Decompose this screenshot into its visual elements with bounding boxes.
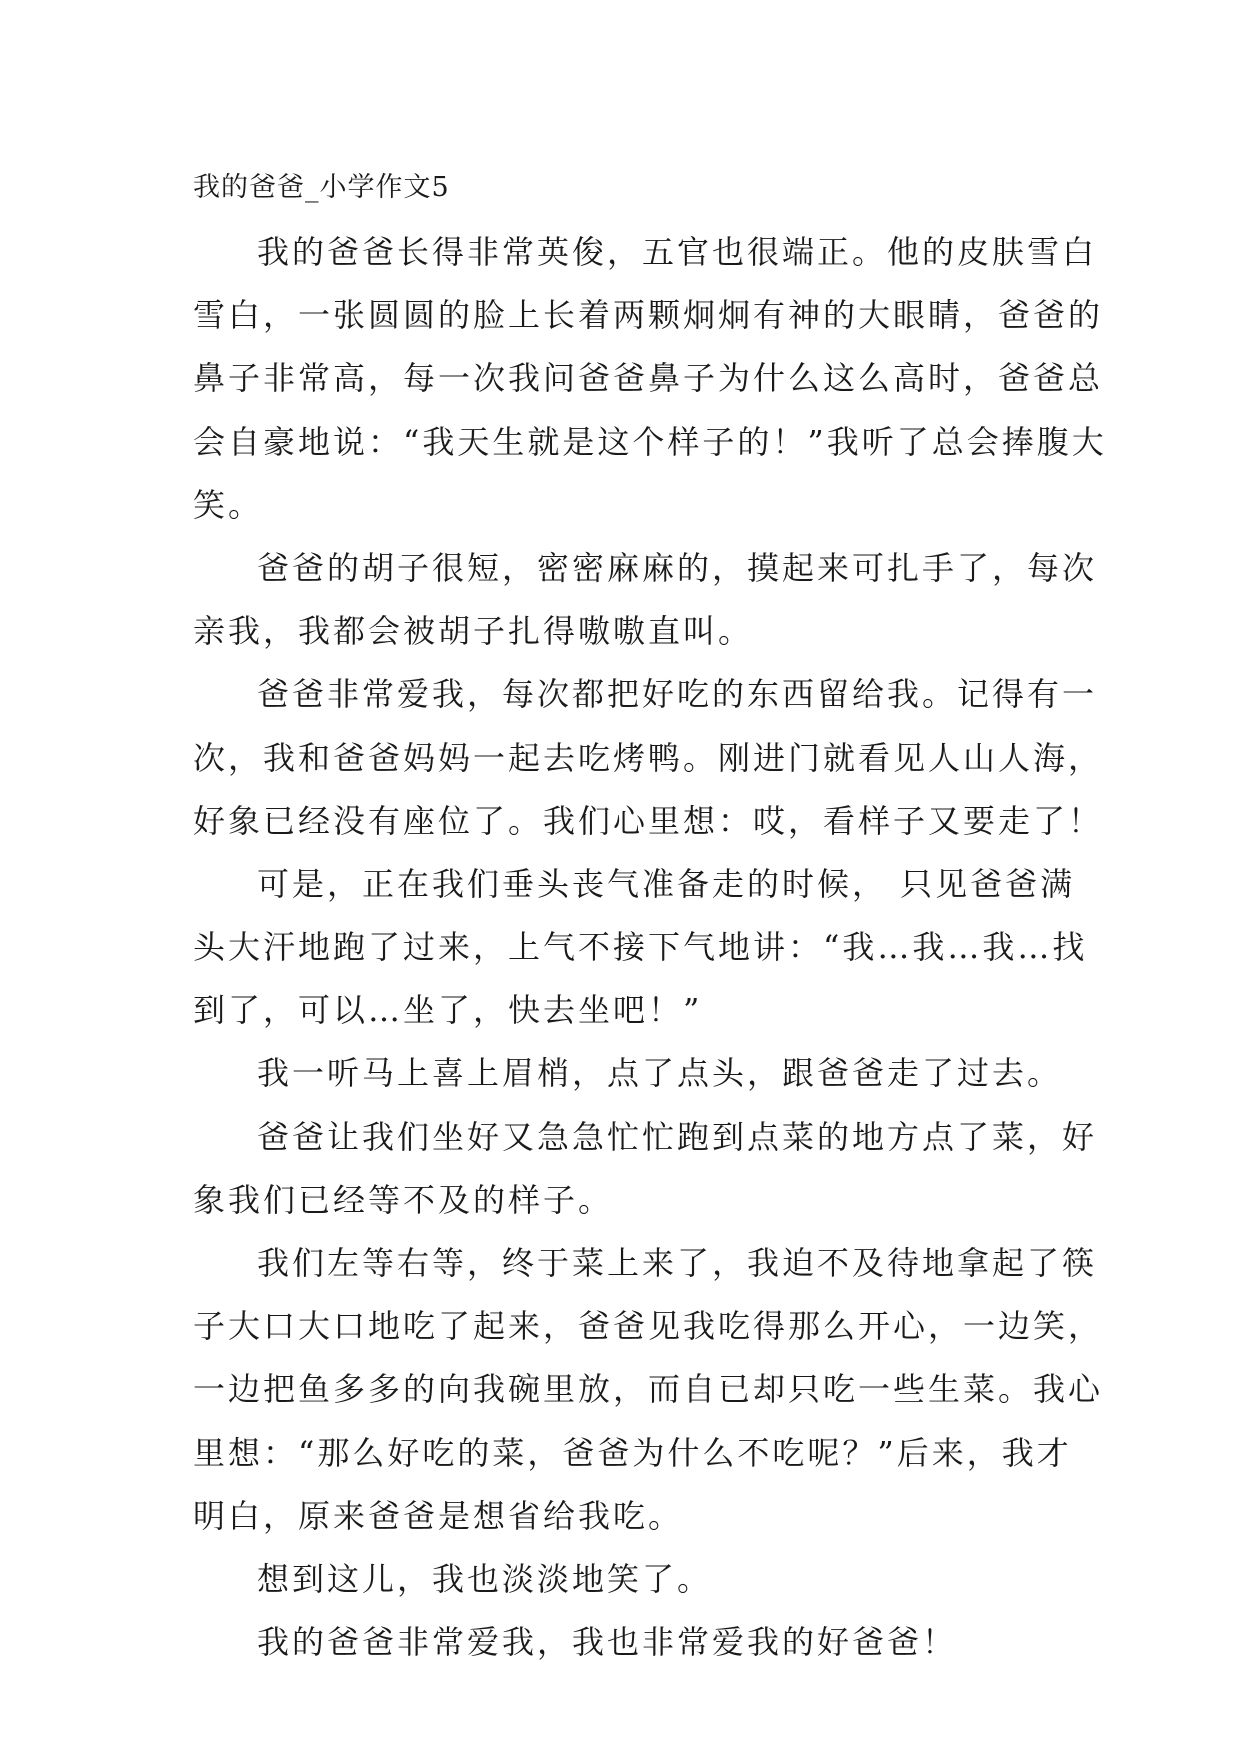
document-title: 我的爸爸_小学作文5 — [193, 172, 450, 203]
paragraph-line: 鼻子非常高，每一次我问爸爸鼻子为什么这么高时，爸爸总 — [193, 359, 1104, 398]
paragraph-line: 会自豪地说：“我天生就是这个样子的！”我听了总会捧腹大 — [193, 422, 1107, 461]
paragraph-line: 到了，可以…坐了，快去坐吧！” — [193, 991, 703, 1030]
document-body — [193, 221, 1107, 1674]
paragraph-line: 头大汗地跑了过来，上气不接下气地讲：“我…我…我…找 — [193, 928, 1088, 967]
paragraph-line: 象我们已经等不及的样子。 — [193, 1180, 614, 1219]
paragraph-line: 一边把鱼多多的向我碗里放，而自已却只吃一些生菜。我心 — [193, 1370, 1104, 1409]
paragraph — [193, 537, 1098, 663]
paragraph — [193, 853, 1088, 1043]
paragraph — [193, 1611, 1073, 1674]
paragraph-line: 我的爸爸非常爱我，我也非常爱我的好爸爸！ — [257, 1623, 958, 1662]
paragraph-line: 爸爸的胡子很短，密密麻麻的，摸起来可扎手了，每次 — [257, 548, 1098, 587]
paragraph-line: 好象已经没有座位了。我们心里想：哎，看样子又要走了！ — [193, 801, 1104, 840]
paragraph-line: 我一听马上喜上眉梢，点了点头，跟爸爸走了过去。 — [257, 1054, 1063, 1093]
paragraph-line: 子大口大口地吃了起来，爸爸见我吃得那么开心，一边笑， — [193, 1307, 1104, 1346]
paragraph-line: 可是，正在我们垂头丧气准备走的时候， 只见爸爸满 — [257, 864, 1076, 903]
paragraph — [193, 221, 1107, 537]
paragraph-line: 明白，原来爸爸是想省给我吃。 — [193, 1496, 684, 1535]
paragraph-line: 笑。 — [193, 485, 264, 524]
paragraph-line: 爸爸非常爱我，每次都把好吃的东西留给我。记得有一 — [257, 675, 1098, 714]
paragraph — [193, 1548, 1073, 1611]
paragraph-line: 想到这儿，我也淡淡地笑了。 — [257, 1559, 713, 1598]
paragraph-line: 爸爸让我们坐好又急急忙忙跑到点菜的地方点了菜，好 — [257, 1117, 1098, 1156]
paragraph-line: 次，我和爸爸妈妈一起去吃烤鸭。刚进门就看见人山人海， — [193, 738, 1104, 777]
paragraph-line: 我的爸爸长得非常英俊，五官也很端正。他的皮肤雪白 — [257, 233, 1098, 271]
paragraph — [193, 1106, 1098, 1232]
paragraph-line: 里想：“那么好吃的菜，爸爸为什么不吃呢？”后来，我才 — [193, 1433, 1072, 1472]
paragraph-line: 我们左等右等，终于菜上来了，我迫不及待地拿起了筷 — [257, 1244, 1098, 1282]
paragraph — [193, 1232, 1104, 1548]
paragraph-line: 亲我，我都会被胡子扎得嗷嗷直叫。 — [193, 612, 754, 651]
paragraph — [193, 1042, 1073, 1105]
paragraph — [193, 663, 1104, 853]
paragraph-line: 雪白，一张圆圆的脸上长着两颗炯炯有神的大眼睛，爸爸的 — [193, 296, 1104, 335]
